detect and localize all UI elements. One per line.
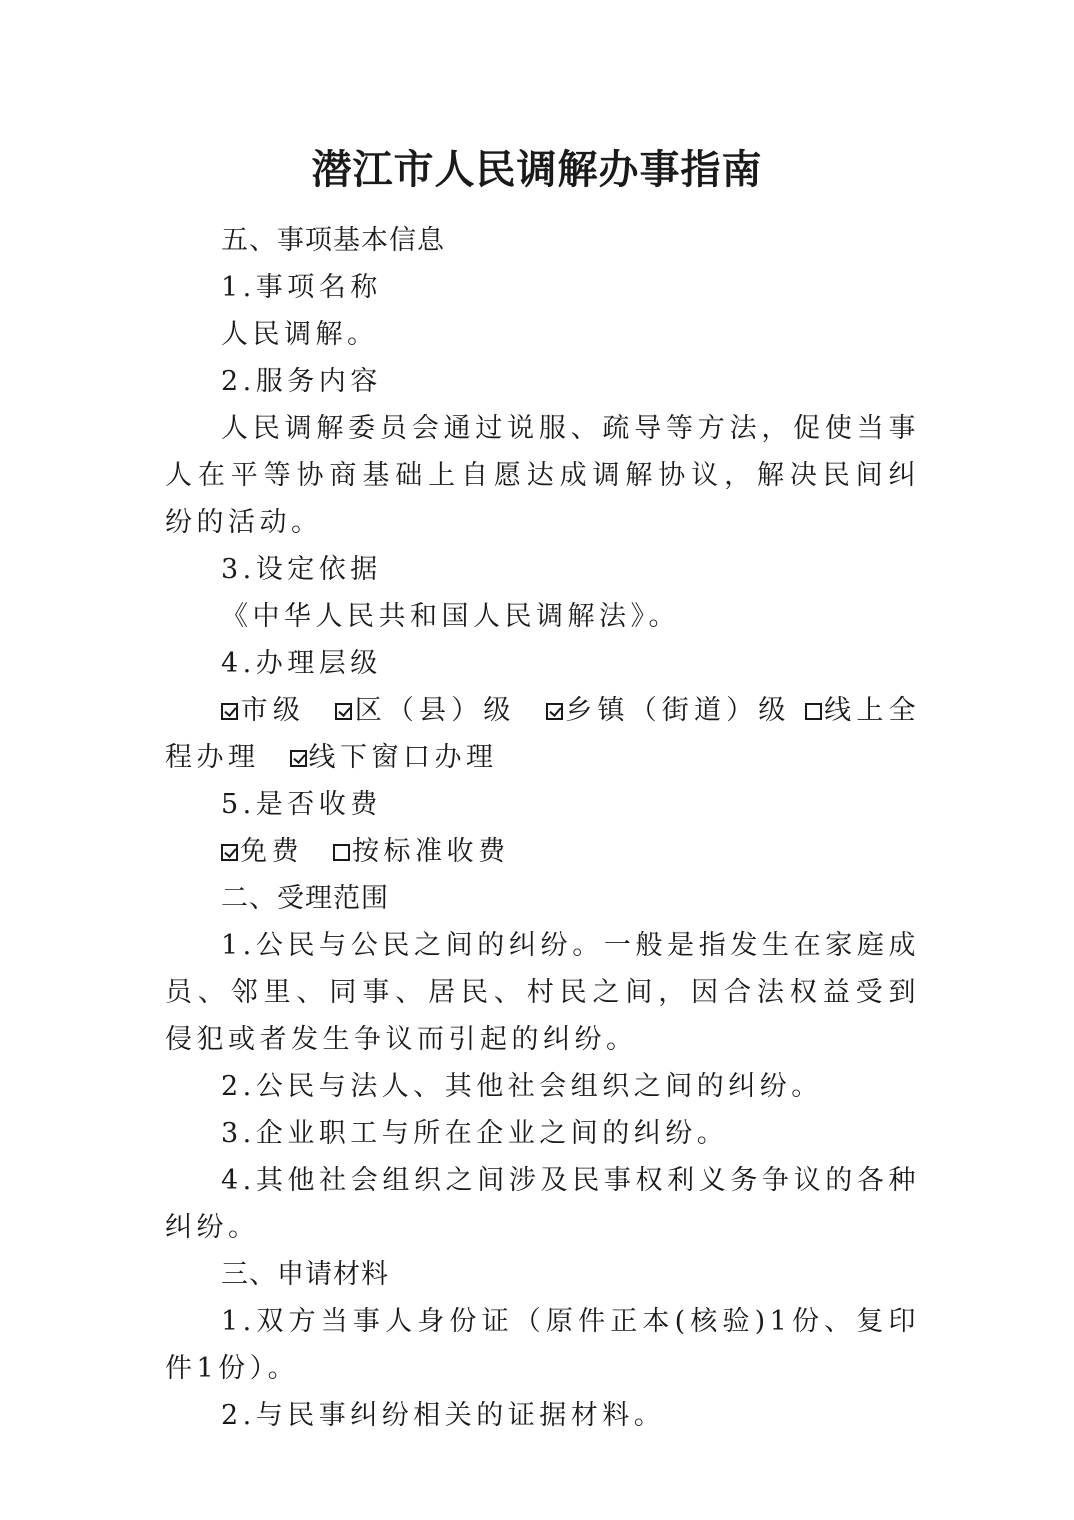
material-item: 1.双方当事人身份证（原件正本(核验)1份、复印件1份）。: [165, 1306, 920, 1384]
level-option-label: 线上全程办理: [165, 695, 921, 773]
service-content-value: 人民调解委员会通过说服、疏导等方法，促使当事人在平等协商基础上自愿达成调解协议，解决民间纠纷的活动。: [165, 413, 920, 538]
checkbox-checked-icon: [290, 750, 307, 767]
fee-options: [165, 828, 920, 875]
scope-item: 2.公民与法人、其他社会组织之间的纠纷。: [221, 1071, 823, 1102]
section-heading-materials: 三、申请材料: [221, 1259, 389, 1290]
fee-option-label: 免费: [240, 836, 303, 867]
scope-item: 1.公民与公民之间的纠纷。一般是指发生在家庭成员、邻里、同事、居民、村民之间，因合法权益受到侵犯或者发生争议而引起的纠纷。: [165, 930, 920, 1055]
handling-level-label: 4.办理层级: [221, 648, 382, 679]
item-name-label: 1.事项名称: [221, 272, 382, 303]
scope-item: 3.企业职工与所在企业之间的纠纷。: [221, 1118, 729, 1149]
fee-option-standard: [333, 836, 510, 867]
checkbox-checked-icon: [546, 703, 563, 720]
fee-option-label: 按标准收费: [352, 836, 510, 867]
level-option-offline: [290, 742, 498, 773]
level-option-city: [221, 695, 305, 726]
level-option-district: [335, 695, 516, 726]
level-option-label: 区（县）级: [354, 695, 516, 726]
level-option-label: 线下窗口办理: [308, 742, 498, 773]
section-heading-basic-info: 五、事项基本信息: [221, 225, 445, 256]
checkbox-checked-icon: [335, 703, 352, 720]
service-content-label: 2.服务内容: [221, 366, 382, 397]
checkbox-unchecked-icon: [805, 703, 822, 720]
legal-basis-value: 《中华人民共和国人民调解法》。: [221, 601, 680, 632]
checkbox-unchecked-icon: [333, 844, 350, 861]
handling-level-options: [165, 687, 920, 781]
item-name-value: 人民调解。: [221, 319, 379, 350]
section-heading-scope: 二、受理范围: [221, 883, 389, 914]
document-body: [165, 217, 920, 1439]
material-item: 2.与民事纠纷相关的证据材料。: [221, 1400, 666, 1431]
level-option-label: 市级: [240, 695, 306, 726]
scope-item: 4.其他社会组织之间涉及民事权利义务争议的各种纠纷。: [165, 1165, 920, 1243]
checkbox-checked-icon: [221, 844, 238, 861]
level-option-label: 乡镇（街道）级: [564, 695, 791, 726]
checkbox-checked-icon: [221, 703, 238, 720]
fee-label: 5.是否收费: [221, 789, 382, 820]
level-option-township: [546, 695, 791, 726]
fee-option-free: [221, 836, 303, 867]
document-title: 潜江市人民调解办事指南: [311, 146, 763, 193]
legal-basis-label: 3.设定依据: [221, 554, 382, 585]
